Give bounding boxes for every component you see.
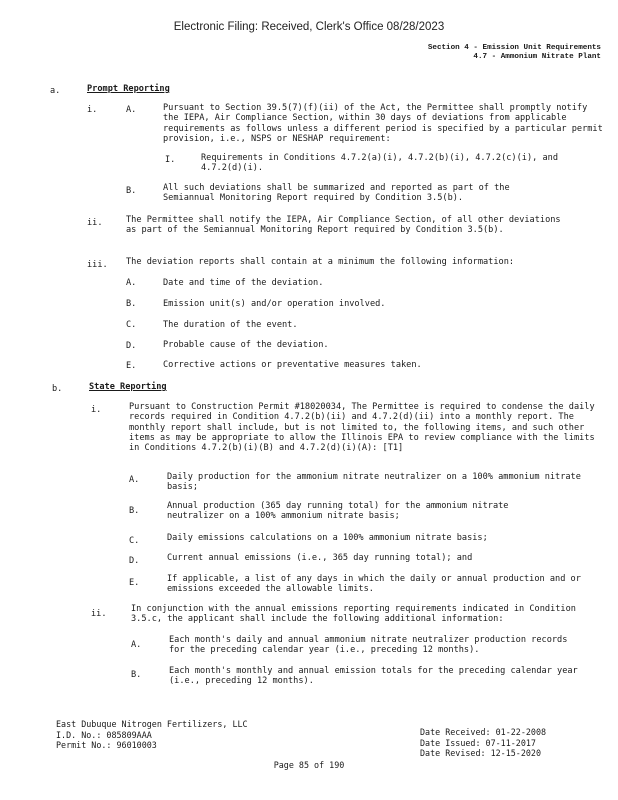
b-ii-text: In conjunction with the annual emissions reporting requirements indicated in Condition 3.5.c, the applicant shall include the following additional information: — [131, 604, 576, 625]
section-header — [428, 44, 601, 62]
a-i-B-marker: B. — [126, 186, 137, 196]
b-i-D-marker: D. — [129, 556, 140, 566]
b-ii-marker: ii. — [91, 609, 107, 619]
a-iii-D-text: Probable cause of the deviation. — [163, 340, 329, 350]
b-ii-B-text: Each month's monthly and annual emission totals for the preceding calendar year (i.e., preceding 12 months). — [169, 666, 578, 687]
b-i-E-text: If applicable, a list of any days in which the daily or annual production and or emissions exceeded the allowable limits. — [167, 574, 581, 595]
a-i-A-I-marker: I. — [165, 155, 176, 165]
b-i-B-text: Annual production (365 day running total) for the ammonium nitrate neutralizer on a 100% ammonium nitrate basis; — [167, 501, 509, 522]
a-iii-E-text: Corrective actions or preventative measures taken. — [163, 360, 422, 370]
filing-stamp: Electronic Filing: Received, Clerk's Office 08/28/2023 — [173, 21, 445, 33]
b-i-marker: i. — [91, 405, 102, 415]
a-iii-B-marker: B. — [126, 299, 137, 309]
b-i-D-text: Current annual emissions (i.e., 365 day running total); and — [167, 553, 473, 563]
permit-number: Permit No.: 96010003 — [56, 740, 157, 750]
section-a-marker: a. — [50, 86, 61, 96]
b-i-text: Pursuant to Construction Permit #18020034, The Permittee is required to condense the daily records required in Condition 4.7.2(b)(ii) and 4.7.2(d)(ii) into a monthly report. The monthly report shall include, but is not limited to, the following items, and such other items as may be appropriate to allow the Illinois EPA to review compliance with the limits in Conditions 4.7.2(b)(i)(B) and 4.7.2(d)(i)(A): [T1] — [129, 402, 595, 454]
a-i-marker: i. — [87, 105, 98, 115]
a-i-B-text: All such deviations shall be summarized and reported as part of the Semiannual Monitoring Report required by Condition 3.5(b). — [163, 183, 510, 204]
section-b-marker: b. — [52, 384, 63, 394]
b-ii-A-marker: A. — [131, 640, 142, 650]
a-iii-A-marker: A. — [126, 278, 137, 288]
a-iii-C-text: The duration of the event. — [163, 320, 298, 330]
section-a-title: Prompt Reporting — [87, 84, 170, 94]
date-received: Date Received: 01-22-2008 — [420, 727, 547, 737]
footer-right — [420, 727, 546, 759]
a-iii-A-text: Date and time of the deviation. — [163, 278, 324, 288]
company-name: East Dubuque Nitrogen Fertilizers, LLC — [56, 719, 248, 729]
date-issued: Date Issued: 07-11-2017 — [420, 737, 536, 748]
a-iii-text: The deviation reports shall contain at a minimum the following information: — [126, 257, 515, 267]
b-i-C-marker: C. — [129, 536, 140, 546]
a-iii-D-marker: D. — [126, 341, 137, 351]
b-i-C-text: Daily emissions calculations on a 100% ammonium nitrate basis; — [167, 533, 488, 543]
section-title: Section 4 - Emission Unit Requirements — [427, 44, 601, 52]
a-i-A-marker: A. — [126, 105, 137, 115]
a-ii-text: The Permittee shall notify the IEPA, Air Compliance Section, of all other deviations as part of the Semiannual Monitoring Report required by Condition 3.5(b). — [126, 215, 561, 236]
a-ii-marker: ii. — [87, 218, 103, 228]
b-i-A-text: Daily production for the ammonium nitrate neutralizer on a 100% ammonium nitrate basis; — [167, 472, 581, 493]
b-ii-B-marker: B. — [131, 670, 142, 680]
a-iii-C-marker: C. — [126, 320, 137, 330]
b-ii-A-text: Each month's daily and annual ammonium nitrate neutralizer production records for the preceding calendar year (i.e., preceding 12 months). — [169, 635, 568, 656]
page-number: Page 85 of 190 — [273, 760, 345, 770]
b-i-B-marker: B. — [129, 506, 140, 516]
a-iii-E-marker: E. — [126, 361, 137, 371]
footer-left — [56, 719, 248, 751]
b-i-E-marker: E. — [129, 578, 140, 588]
a-i-A-text: Pursuant to Section 39.5(7)(f)(ii) of the Act, the Permittee shall promptly notify the IEPA, Air Compliance Section, within 30 days of deviations from applicable requirements as follows unless a different period is specified by a particular permit provision, i.e., NSPS or NESHAP requirement: — [163, 103, 603, 144]
date-revised: Date Revised: 12-15-2020 — [420, 748, 542, 758]
a-i-A-I-text: Requirements in Conditions 4.7.2(a)(i), 4.7.2(b)(i), 4.7.2(c)(i), and 4.7.2(d)(i). — [201, 153, 558, 174]
a-iii-B-text: Emission unit(s) and/or operation involved. — [163, 299, 386, 309]
subsection-title: 4.7 - Ammonium Nitrate Plant — [473, 53, 601, 61]
b-i-A-marker: A. — [129, 475, 140, 485]
a-iii-marker: iii. — [87, 260, 108, 270]
section-b-title: State Reporting — [89, 382, 167, 392]
id-number: I.D. No.: 085809AAA — [56, 729, 152, 740]
